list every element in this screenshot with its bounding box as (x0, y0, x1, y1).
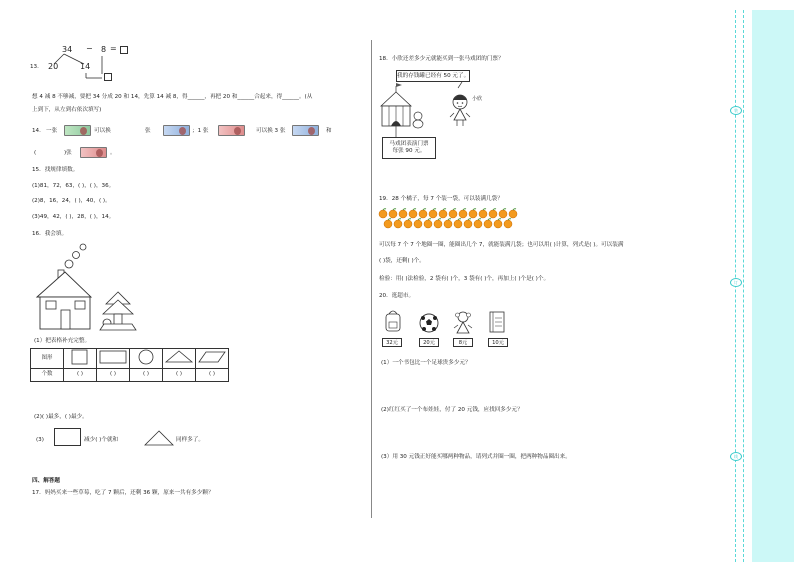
question-17: 17．妈妈买来一些草莓，吃了 7 颗后，还剩 36 颗，原来一共有多少颗？ (32, 490, 214, 496)
q13-text: 想 4 减 8 不够减，要把 34 分成 20 和 14，先算 14 减 8，得______，再把 20 和______合起来，得______。(从 (32, 94, 313, 100)
triangle-cell (163, 349, 196, 369)
rectangle-icon (54, 428, 81, 446)
question-title: 19．28 个橘子，每 7 个装一袋，可以装满几袋？ (379, 196, 503, 202)
orange-icon (484, 220, 492, 228)
orange-leaf (388, 219, 391, 220)
banknote-icon (292, 125, 319, 136)
orange-leaf (493, 209, 496, 210)
equals-sign: = (110, 44, 117, 53)
binding-seal: 装 (730, 106, 742, 115)
subtrahend: 8 (101, 45, 107, 54)
price-tag: 32元 (382, 338, 402, 347)
orange-icon (509, 210, 517, 218)
character-name: 小欣 (472, 96, 483, 102)
sub-question: (3）用 30 元钱正好能买哪两种物品，请列式并圈一圈，把两种物品圈出来。 (381, 454, 571, 460)
orange-icon (399, 210, 407, 218)
q14-text: 可以换 3 张 (256, 128, 286, 134)
orange-icon (419, 210, 427, 218)
products-illustration (382, 308, 522, 338)
orange-icon (454, 220, 462, 228)
orange-icon (489, 210, 497, 218)
banknote-icon (218, 125, 245, 136)
count-cell[interactable]: ( ) (196, 368, 229, 381)
split-part-a: 20 (48, 62, 59, 71)
rectangle-cell (97, 349, 130, 369)
orange-icon (479, 210, 487, 218)
sub-question: (3) (36, 437, 44, 443)
orange-leaf (488, 219, 491, 220)
section-heading: 四、解答题 (32, 478, 60, 484)
sub-question: 同样多了。 (176, 437, 204, 443)
oranges-illustration (378, 208, 528, 230)
rectangle-icon (98, 349, 128, 365)
orange-leaf (443, 209, 446, 210)
orange-leaf (453, 209, 456, 210)
orange-leaf (463, 209, 466, 210)
q14-text: )张 (64, 150, 72, 156)
shape-count-table (30, 348, 229, 382)
notebook-icon (490, 312, 504, 332)
binding-seal: 订 (730, 278, 742, 287)
orange-leaf (513, 209, 516, 210)
orange-icon (459, 210, 467, 218)
price-tag: 8元 (453, 338, 473, 347)
orange-icon (429, 210, 437, 218)
orange-leaf (478, 219, 481, 220)
orange-leaf (458, 219, 461, 220)
orange-leaf (483, 209, 486, 210)
orange-leaf (418, 219, 421, 220)
speech-bubble (396, 70, 470, 82)
sub-question: (2)红红买了一个布娃娃，付了 20 元钱，应找回多少元？ (381, 407, 523, 413)
orange-icon (474, 220, 482, 228)
question-title: 15．找规律填数。 (32, 167, 79, 173)
question-number: 13. (30, 64, 39, 70)
banknote-icon (80, 147, 107, 158)
triangle-icon (143, 430, 175, 446)
price-tag: 20元 (419, 338, 439, 347)
sub-question: (1）把表格补充完整。 (34, 338, 91, 344)
orange-leaf (503, 209, 506, 210)
orange-leaf (428, 219, 431, 220)
orange-icon (439, 210, 447, 218)
orange-icon (499, 210, 507, 218)
q19-text: 可以每 7 个 7 个地圈一圈，能圈出几个 7，就能装满几袋；也可以用( )计算，列式是( )。可以装满 (379, 242, 624, 248)
orange-icon (414, 220, 422, 228)
binding-strip (752, 10, 794, 562)
orange-icon (449, 210, 457, 218)
sub-question: (1）一个书包比一个足球贵多少元？ (381, 360, 471, 366)
count-cell[interactable]: ( ) (163, 368, 196, 381)
count-cell[interactable]: ( ) (97, 368, 130, 381)
backpack-icon (386, 311, 400, 331)
split-part-b: 14 (80, 62, 91, 71)
orange-icon (424, 220, 432, 228)
orange-leaf (408, 219, 411, 220)
answer-box[interactable] (104, 73, 112, 81)
orange-leaf (468, 219, 471, 220)
orange-leaf (438, 219, 441, 220)
tree-figure (98, 290, 138, 335)
ticket-sign-text: 马戏团表演门票 (389, 141, 429, 147)
sequence-row: (3)49，42，( )，28，( )，14。 (32, 214, 115, 220)
orange-icon (384, 220, 392, 228)
triangle-icon (164, 349, 194, 365)
orange-leaf (398, 219, 401, 220)
banknote-icon (64, 125, 91, 136)
doll-icon (454, 312, 472, 333)
q19-check: 检验：用( )法检验，2 袋有( )个，3 袋有( )个，再加上( )个是( )个。 (379, 276, 550, 282)
orange-leaf (413, 209, 416, 210)
orange-leaf (498, 219, 501, 220)
orange-icon (379, 210, 387, 218)
q14-text: 。 (110, 150, 116, 156)
q19-text: ( )袋，还剩( )个。 (379, 258, 425, 264)
orange-leaf (393, 209, 396, 210)
parallelogram-cell (196, 349, 229, 369)
orange-icon (464, 220, 472, 228)
question-number: 14. (32, 128, 41, 134)
ticket-sign-text: 每张 90 元。 (392, 147, 426, 154)
q14-text: 一张 (46, 128, 58, 134)
orange-icon (409, 210, 417, 218)
orange-icon (504, 220, 512, 228)
row-label: 图形 (31, 349, 64, 369)
orange-leaf (508, 219, 511, 220)
orange-icon (469, 210, 477, 218)
football-icon (420, 314, 438, 332)
q14-text: 可以换 (94, 128, 111, 134)
q13-text-cont: 上到下，从左到右依次填写) (32, 107, 102, 113)
ticket-sign (382, 137, 436, 159)
q14-text: 和 (326, 128, 332, 134)
orange-icon (444, 220, 452, 228)
orange-leaf (383, 209, 386, 210)
orange-icon (389, 210, 397, 218)
circle-cell (130, 349, 163, 369)
banknote-icon (163, 125, 190, 136)
q14-text: 张 (145, 128, 151, 134)
sub-question: (2)( )最多，( )最少。 (34, 414, 88, 420)
orange-leaf (433, 209, 436, 210)
price-tag: 10元 (488, 338, 508, 347)
sub-question: 减少( )个就和 (84, 437, 119, 443)
minuend: 34 (62, 45, 73, 54)
square-cell (64, 349, 97, 369)
orange-icon (434, 220, 442, 228)
square-icon (69, 349, 91, 365)
q14-text: ；1 张 (192, 128, 209, 134)
parallelogram-icon (197, 349, 227, 365)
count-cell[interactable]: ( ) (64, 368, 97, 381)
orange-leaf (423, 209, 426, 210)
question-title: 18．小欣还差多少元就能买到一张马戏团的门票？ (379, 56, 504, 62)
question-title: 16．我会填。 (32, 231, 68, 237)
orange-leaf (473, 209, 476, 210)
orange-leaf (448, 219, 451, 220)
orange-leaf (403, 209, 406, 210)
binding-line (743, 10, 744, 562)
count-cell[interactable]: ( ) (130, 368, 163, 381)
question-title: 20．逛超市。 (379, 293, 415, 299)
column-divider (371, 40, 372, 518)
minus-sign: − (86, 44, 93, 53)
orange-icon (404, 220, 412, 228)
q14-text: ( (34, 150, 37, 156)
speech-bubble-text: 我的存钱罐已经有 50 元了。 (397, 73, 470, 79)
orange-icon (494, 220, 502, 228)
sequence-row: (1)81，72，63，( )，( )，36。 (32, 183, 115, 189)
circle-icon (135, 349, 157, 365)
sequence-row: (2)8，16，24，( )，40，( )。 (32, 198, 111, 204)
row-label: 个数 (31, 368, 64, 381)
orange-icon (394, 220, 402, 228)
binding-seal: 线 (730, 452, 742, 461)
